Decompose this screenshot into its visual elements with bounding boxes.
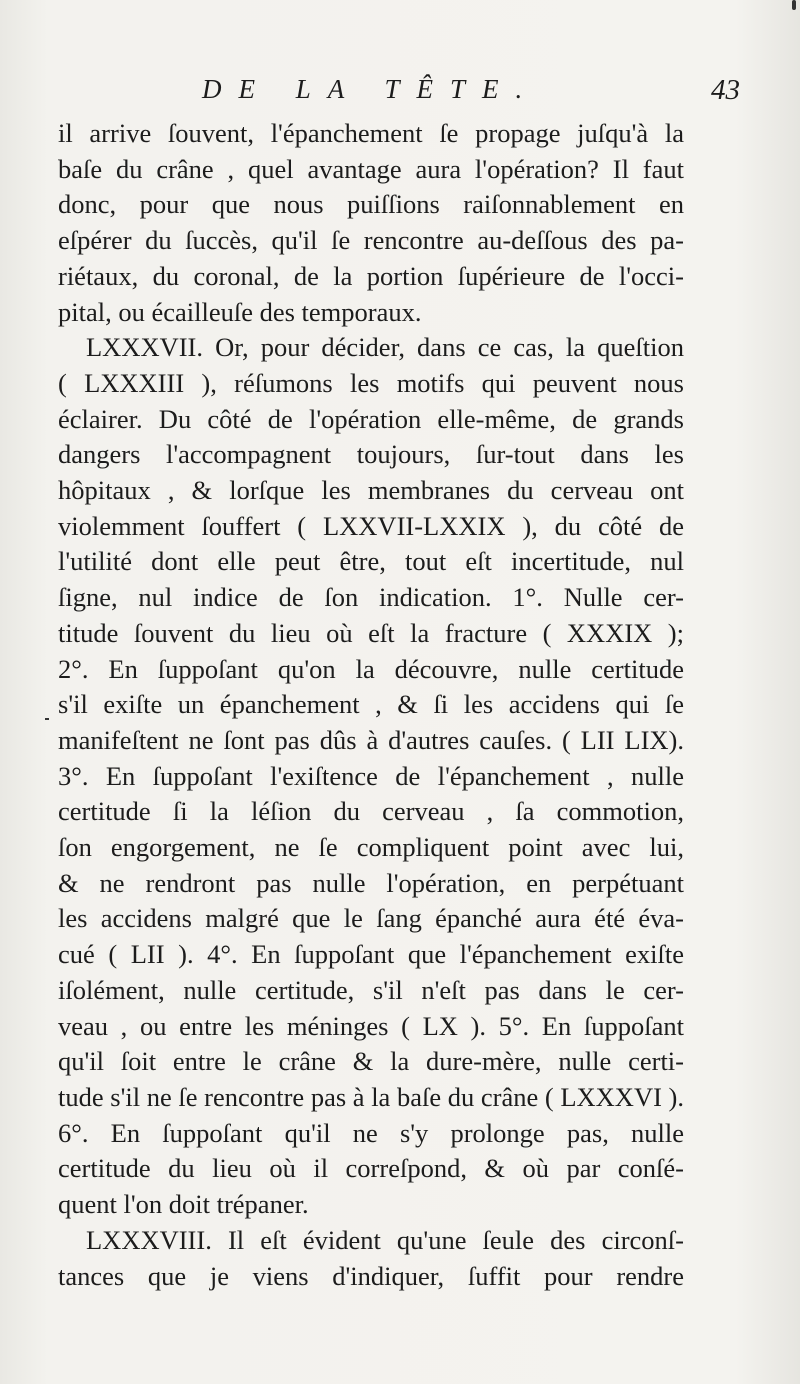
- running-title: DE LA TÊTE.: [202, 74, 540, 104]
- text-line: riétaux, du coronal, de la portion ſupérieure de l'occi-: [58, 260, 684, 291]
- text-line: baſe du crâne , quel avantage aura l'opération? Il faut: [58, 153, 684, 184]
- text-line: donc, pour que nous puiſſions raiſonnablement en: [58, 189, 684, 220]
- page-number: 43: [711, 74, 740, 106]
- text-line: certitude ſi la léſion du cerveau , ſa commotion,: [58, 796, 684, 827]
- margin-mark: [45, 718, 49, 720]
- text-line: violemment ſouffert ( LXXVII-LXXIX ), du côté de: [58, 510, 684, 541]
- text-line: titude ſouvent du lieu où eſt la fracture ( XXXIX );: [58, 617, 684, 648]
- text-line: 6°. En ſuppoſant qu'il ne s'y prolonge pas, nulle: [58, 1117, 684, 1148]
- text-line: 2°. En ſuppoſant qu'on la découvre, nulle certitude: [58, 653, 684, 684]
- text-line: & ne rendront pas nulle l'opération, en perpétuant: [58, 867, 684, 898]
- text-line: veau , ou entre les méninges ( LX ). 5°. En ſuppoſant: [58, 1010, 684, 1041]
- text-line: ſigne, nul indice de ſon indication. 1°. Nulle cer-: [58, 582, 684, 613]
- text-line: eſpérer du ſuccès, qu'il ſe rencontre au-deſſous des pa-: [58, 225, 684, 256]
- text-line: il arrive ſouvent, l'épanchement ſe propage juſqu'à la: [58, 118, 684, 148]
- text-line: ſon engorgement, ne ſe compliquent point avec lui,: [58, 832, 684, 863]
- body-text: [58, 116, 684, 1294]
- text-line: les accidens malgré que le ſang épanché aura été éva-: [58, 903, 684, 934]
- text-line: pital, ou écailleuſe des temporaux.: [58, 296, 422, 327]
- text-line: quent l'on doit trépaner.: [58, 1189, 309, 1220]
- text-line: 3°. En ſuppoſant l'exiſtence de l'épanchement , nulle: [58, 760, 684, 791]
- text-line: s'il exiſte un épanchement , & ſi les accidens qui ſe: [58, 689, 684, 720]
- text-line: éclairer. Du côté de l'opération elle-même, de grands: [58, 403, 684, 434]
- text-line: LXXXVII. Or, pour décider, dans ce cas, la queſtion: [86, 332, 684, 363]
- text-line: LXXXVIII. Il eſt évident qu'une ſeule des circonſ-: [86, 1224, 684, 1255]
- text-line: hôpitaux , & lorſque les membranes du cerveau ont: [58, 475, 684, 506]
- text-line: tude s'il ne ſe rencontre pas à la baſe du crâne ( LXXXVI ).: [58, 1081, 684, 1112]
- text-line: certitude du lieu où il correſpond, & où par conſé-: [58, 1153, 684, 1184]
- text-line: cué ( LII ). 4°. En ſuppoſant que l'épanchement exiſte: [58, 939, 684, 970]
- page-header: [60, 74, 740, 114]
- ink-speck: [792, 0, 796, 10]
- text-line: tances que je viens d'indiquer, ſuffit pour rendre: [58, 1260, 684, 1291]
- text-line: qu'il ſoit entre le crâne & la dure-mère, nulle certi-: [58, 1046, 684, 1077]
- text-line: iſolément, nulle certitude, s'il n'eſt pas dans le cer-: [58, 974, 684, 1005]
- text-line: l'utilité dont elle peut être, tout eſt incertitude, nul: [58, 546, 684, 577]
- text-line: manifeſtent ne ſont pas dûs à d'autres cauſes. ( LII LIX).: [58, 724, 684, 755]
- text-line: ( LXXXIII ), réſumons les motifs qui peuvent nous: [58, 367, 684, 398]
- text-line: dangers l'accompagnent toujours, ſur-tout dans les: [58, 439, 684, 470]
